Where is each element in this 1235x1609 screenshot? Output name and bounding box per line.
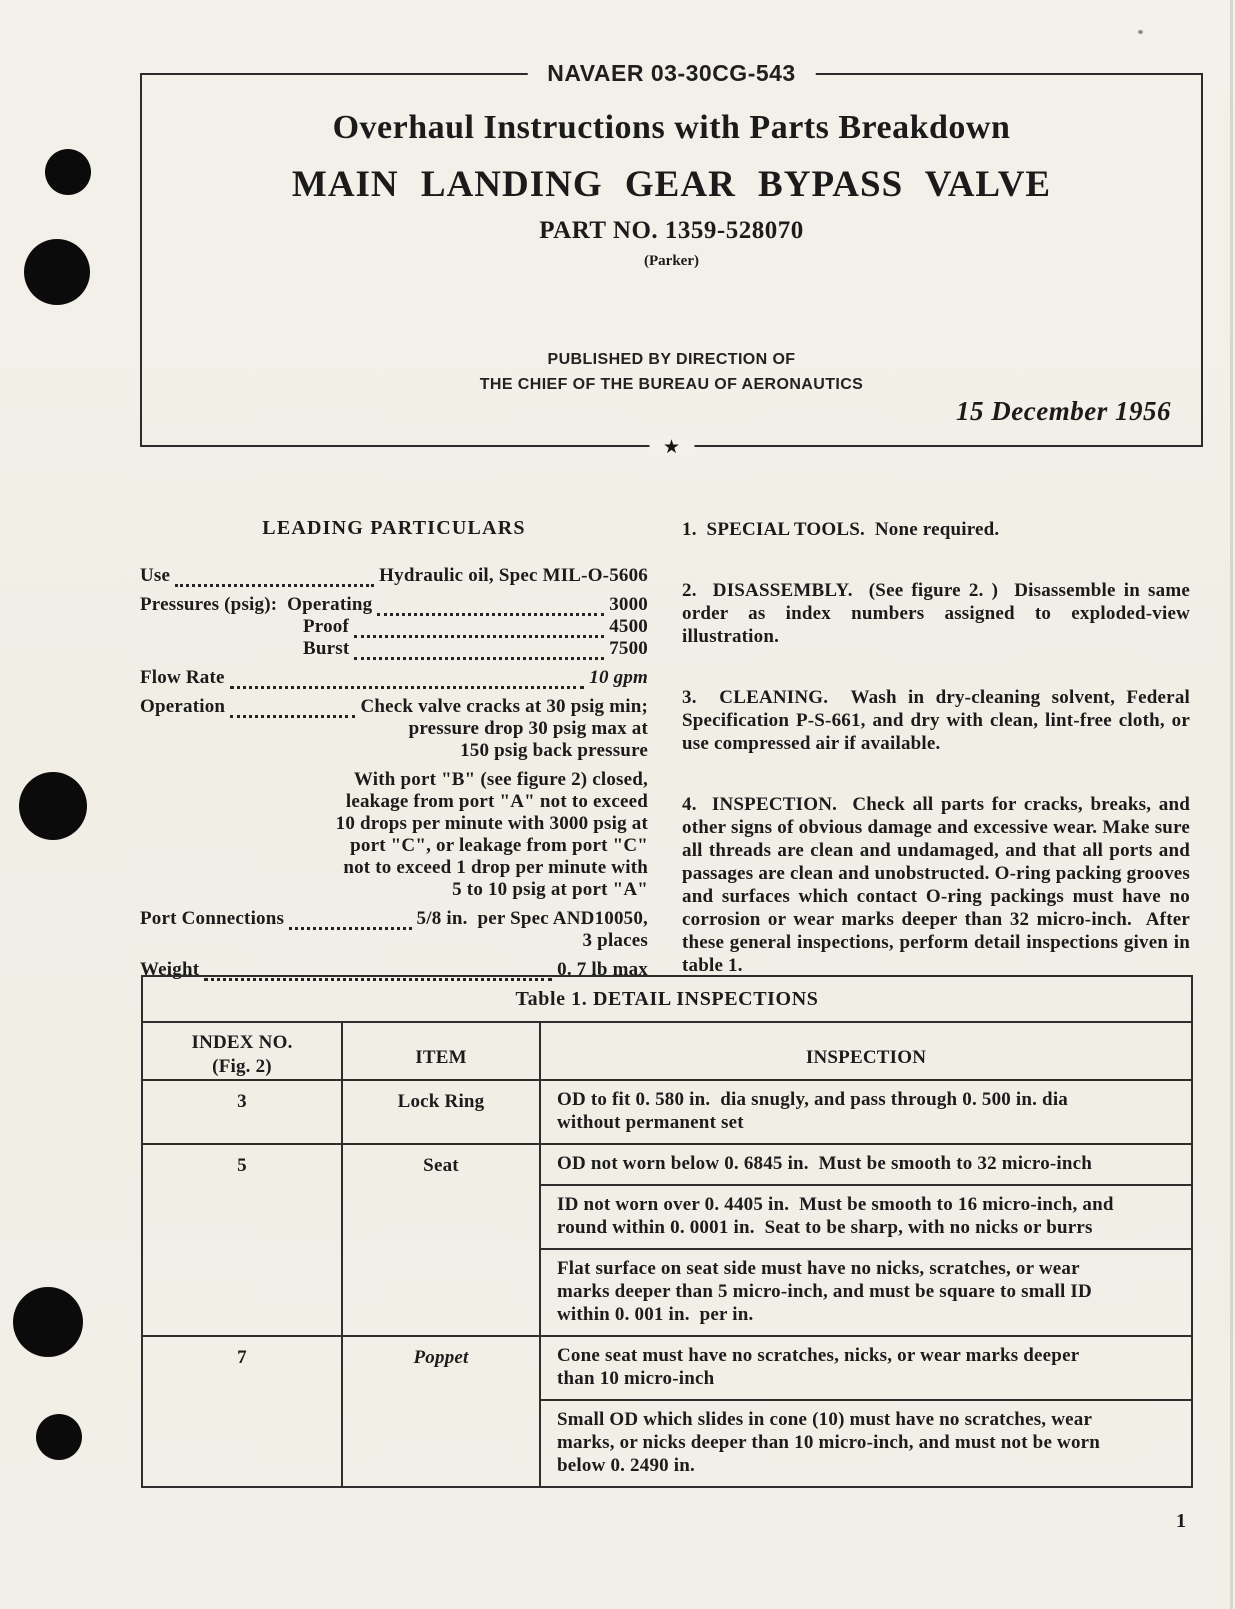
particular-line: 150 psig back pressure: [460, 740, 648, 761]
particular-value: 7500: [609, 638, 648, 659]
dot-leader: [354, 632, 604, 638]
particular-line: port "C", or leakage from port "C": [350, 835, 648, 856]
inspection-cell: Small OD which slides in cone (10) must have no scratches, wear marks, or nicks deeper than 10 micro-inch, and must not be worn below 0. 2490 in.: [540, 1400, 1192, 1487]
item-cell: Lock Ring: [342, 1080, 540, 1144]
document-subject: Overhaul Instructions with Parts Breakdown: [332, 109, 1011, 146]
particular-line: With port "B" (see figure 2) closed,: [353, 769, 648, 790]
particular-line: 3 places: [582, 930, 648, 951]
particular-line: not to exceed 1 drop per minute with: [343, 857, 648, 878]
header-item: ITEM: [342, 1022, 540, 1080]
particular-label: Use: [140, 565, 171, 586]
particular-line: [140, 616, 648, 638]
leading-particulars-section: [140, 515, 648, 981]
punch-hole-dot: [19, 772, 87, 840]
star-icon: ★: [649, 436, 694, 459]
table-title: Table 1. DETAIL INSPECTIONS: [142, 976, 1192, 1022]
scan-speck: [1138, 30, 1143, 34]
particular-label: Weight: [140, 959, 200, 980]
particular-line: [140, 908, 648, 930]
inspection-table: [141, 975, 1193, 1488]
page-title: MAIN LANDING GEAR BYPASS VALVE: [291, 164, 1052, 205]
published-line-2: THE CHIEF OF THE BUREAU OF AERONAUTICS: [479, 376, 864, 393]
particular-value: 3000: [609, 594, 648, 615]
doc-number: NAVAER 03-30CG-543: [527, 60, 815, 87]
part-number: PART NO. 1359-528070: [539, 217, 804, 244]
inspection-table-head: [142, 976, 1192, 1080]
published-by: [142, 347, 1201, 397]
item-cell: Seat: [342, 1144, 540, 1336]
punch-hole-dot: [24, 239, 90, 305]
punch-hole-dot: [13, 1287, 83, 1357]
dot-leader: [175, 581, 374, 587]
dot-leader: [289, 924, 411, 930]
table-header-row: [142, 1022, 1192, 1080]
header-inspection: INSPECTION: [540, 1022, 1192, 1080]
dot-leader: [354, 654, 604, 660]
particular-value: 5/8 in. per Spec AND10050,: [416, 908, 648, 929]
particular-label: Proof: [303, 616, 350, 637]
particular-value: 10 gpm: [589, 667, 648, 688]
particular-line: [140, 565, 648, 587]
inspection-cell: OD to fit 0. 580 in. dia snugly, and pass through 0. 500 in. dia without permanent set: [540, 1080, 1192, 1144]
index-no-cell: 7: [142, 1336, 342, 1487]
particular-line: pressure drop 30 psig max at: [408, 718, 648, 739]
manufacturer: (Parker): [644, 253, 699, 269]
particular-label: Flow Rate: [140, 667, 225, 688]
particular-label: Burst: [303, 638, 350, 659]
inspection-cell: OD not worn below 0. 6845 in. Must be smooth to 32 micro-inch: [540, 1144, 1192, 1185]
particular-line: [140, 594, 648, 616]
header-index-no: [142, 1022, 342, 1080]
table-row: [142, 1144, 1192, 1185]
particular-line: [140, 696, 648, 718]
inspection-cell: Cone seat must have no scratches, nicks, or wear marks deeper than 10 micro-inch: [540, 1336, 1192, 1400]
particular-line: [140, 667, 648, 689]
particular-label: Pressures (psig): Operating: [140, 594, 373, 615]
procedure-paragraph: 2. DISASSEMBLY. (See figure 2. ) Disassemble in same order as index numbers assigned to exploded-view illustration.: [682, 580, 1195, 647]
dot-leader: [230, 683, 585, 689]
particular-value: 4500: [609, 616, 648, 637]
publication-date: 15 December 1956: [956, 396, 1171, 426]
punch-hole-dot: [45, 149, 91, 195]
procedure-paragraph: 3. CLEANING. Wash in dry-cleaning solvent, Federal Specification P-S-661, and dry with clean, lint-free cloth, or use compressed air if available.: [682, 687, 1195, 754]
index-no-cell: 3: [142, 1080, 342, 1144]
table-row: [142, 1336, 1192, 1400]
inspection-table-body: [142, 1080, 1192, 1487]
particular-line: 5 to 10 psig at port "A": [452, 879, 648, 900]
particular-value: Check valve cracks at 30 psig min;: [360, 696, 648, 717]
particular-value: Hydraulic oil, Spec MIL-O-5606: [379, 565, 648, 586]
particular-label: Operation: [140, 696, 226, 717]
dot-leader: [377, 610, 604, 616]
table-row: [142, 1080, 1192, 1144]
published-line-1: PUBLISHED BY DIRECTION OF: [547, 351, 796, 368]
punch-hole-dot: [36, 1414, 82, 1460]
item-cell: Poppet: [342, 1336, 540, 1487]
leading-particulars-lines: [140, 565, 648, 981]
dot-leader: [230, 712, 355, 718]
title-box: [140, 60, 1203, 458]
header-index-line2: (Fig. 2): [212, 1056, 272, 1077]
particular-line: 10 drops per minute with 3000 psig at: [335, 813, 648, 834]
index-no-cell: 5: [142, 1144, 342, 1336]
particular-label: Port Connections: [140, 908, 285, 929]
leading-particulars-heading: LEADING PARTICULARS: [262, 517, 526, 539]
header-index-line1: INDEX NO.: [191, 1032, 293, 1053]
procedure-paragraph: 4. INSPECTION. Check all parts for cracks, breaks, and other signs of obvious damage and excessive wear. Make sure all threads are clean and undamaged, and that all ports and passages are clean and unobstructed. O-ring packing grooves and surfaces which contact O-ring packings must have no corrosion or wear marks deeper than 32 micro-inch. After these general inspections, perform detail inspections given in table 1.: [682, 794, 1195, 976]
particular-line: leakage from port "A" not to exceed: [345, 791, 648, 812]
particular-line: [140, 638, 648, 660]
particular-value: 0. 7 lb max: [557, 959, 648, 980]
procedures: [682, 518, 1195, 977]
inspection-cell: Flat surface on seat side must have no nicks, scratches, or wear marks deeper than 5 micro-inch, and must be square to small ID within 0. 001 in. per in.: [540, 1249, 1192, 1336]
page-number: 1: [1176, 1510, 1186, 1532]
procedure-paragraph: 1. SPECIAL TOOLS. None required.: [682, 519, 1000, 540]
table-title-row: [142, 976, 1192, 1022]
inspection-cell: ID not worn over 0. 4405 in. Must be smooth to 16 micro-inch, and round within 0. 0001 in. Seat to be sharp, with no nicks or burrs: [540, 1185, 1192, 1249]
